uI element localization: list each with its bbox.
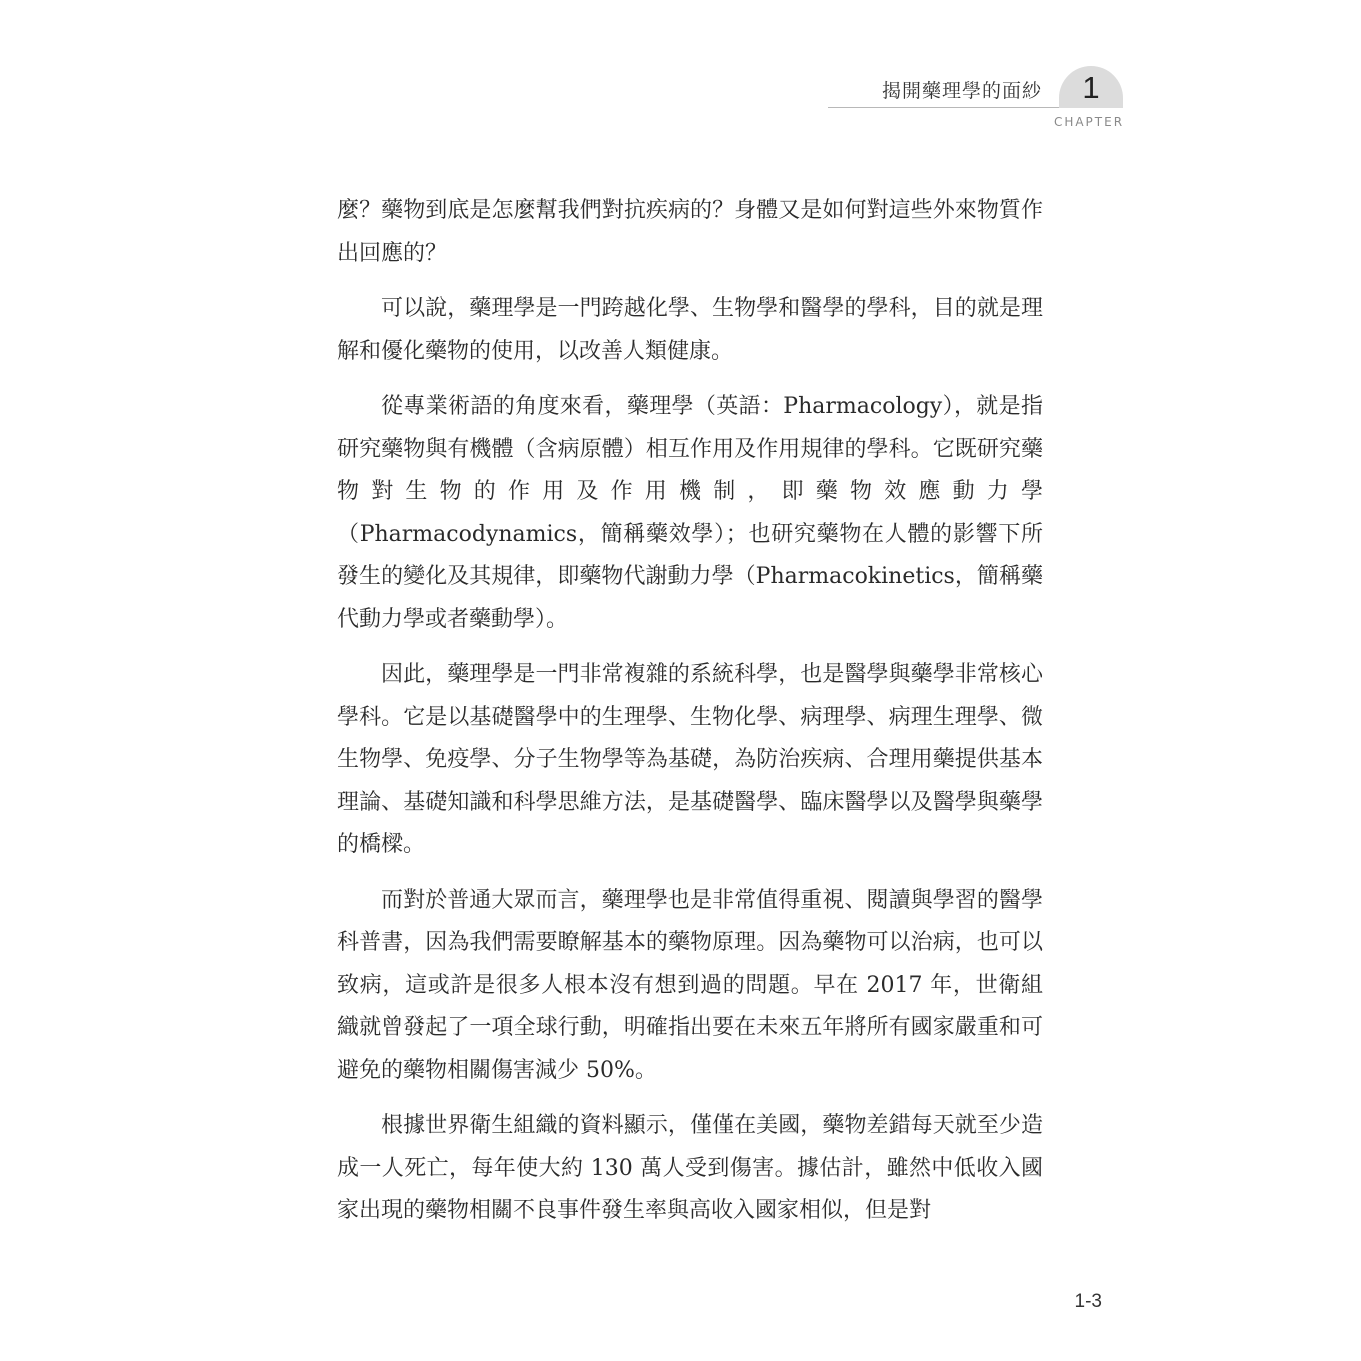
paragraph: 從專業術語的角度來看，藥理學（英語：Pharmacology），就是指研究藥物與有機體（含病原體）相互作用及作用規律的學科。它既研究藥物對生物的作用及作用機制，即藥物效應動力學（Pharmacodynamics，簡稱藥效學）；也研究藥物在人體的影響下所發生的變化及其規律，即藥物代謝動力學（Pharmacokinetics，簡稱藥代動力學或者藥動學）。 (337, 394, 1043, 632)
chapter-label: CHAPTER (1053, 115, 1125, 129)
paragraph: 麼？藥物到底是怎麼幫我們對抗疾病的？身體又是如何對這些外來物質作出回應的？ (337, 198, 1043, 266)
chapter-badge (1059, 66, 1123, 108)
running-title: 揭開藥理學的面紗 (881, 80, 1042, 102)
paragraph: 而對於普通大眾而言，藥理學也是非常值得重視、閱讀與學習的醫學科普書，因為我們需要瞭解基本的藥物原理。因為藥物可以治病，也可以致病，這或許是很多人根本沒有想到過的問題。早在 2017 年，世衛組織就曾發起了一項全球行動，明確指出要在未來五年將所有國家嚴重和可避免的藥物相關傷害減少 50%。 (337, 887, 1043, 1083)
page-header (0, 0, 1361, 140)
page-number: 1-3 (1074, 1291, 1102, 1312)
paragraph: 根據世界衛生組織的資料顯示，僅僅在美國，藥物差錯每天就至少造成一人死亡，每年使大約 130 萬人受到傷害。據估計，雖然中低收入國家出現的藥物相關不良事件發生率與高收入國家相似，但是對 (337, 1113, 1043, 1223)
chapter-number: 1 (1082, 70, 1100, 105)
paragraph: 可以說，藥理學是一門跨越化學、生物學和醫學的學科，目的就是理解和優化藥物的使用，以改善人類健康。 (337, 296, 1043, 364)
paragraph: 因此，藥理學是一門非常複雜的系統科學，也是醫學與藥學非常核心學科。它是以基礎醫學中的生理學、生物化學、病理學、病理生理學、微生物學、免疫學、分子生物學等為基礎，為防治疾病、合理用藥提供基本理論、基礎知識和科學思維方法，是基礎醫學、臨床醫學以及醫學與藥學的橋樑。 (337, 662, 1043, 857)
body-text (337, 190, 1043, 1246)
